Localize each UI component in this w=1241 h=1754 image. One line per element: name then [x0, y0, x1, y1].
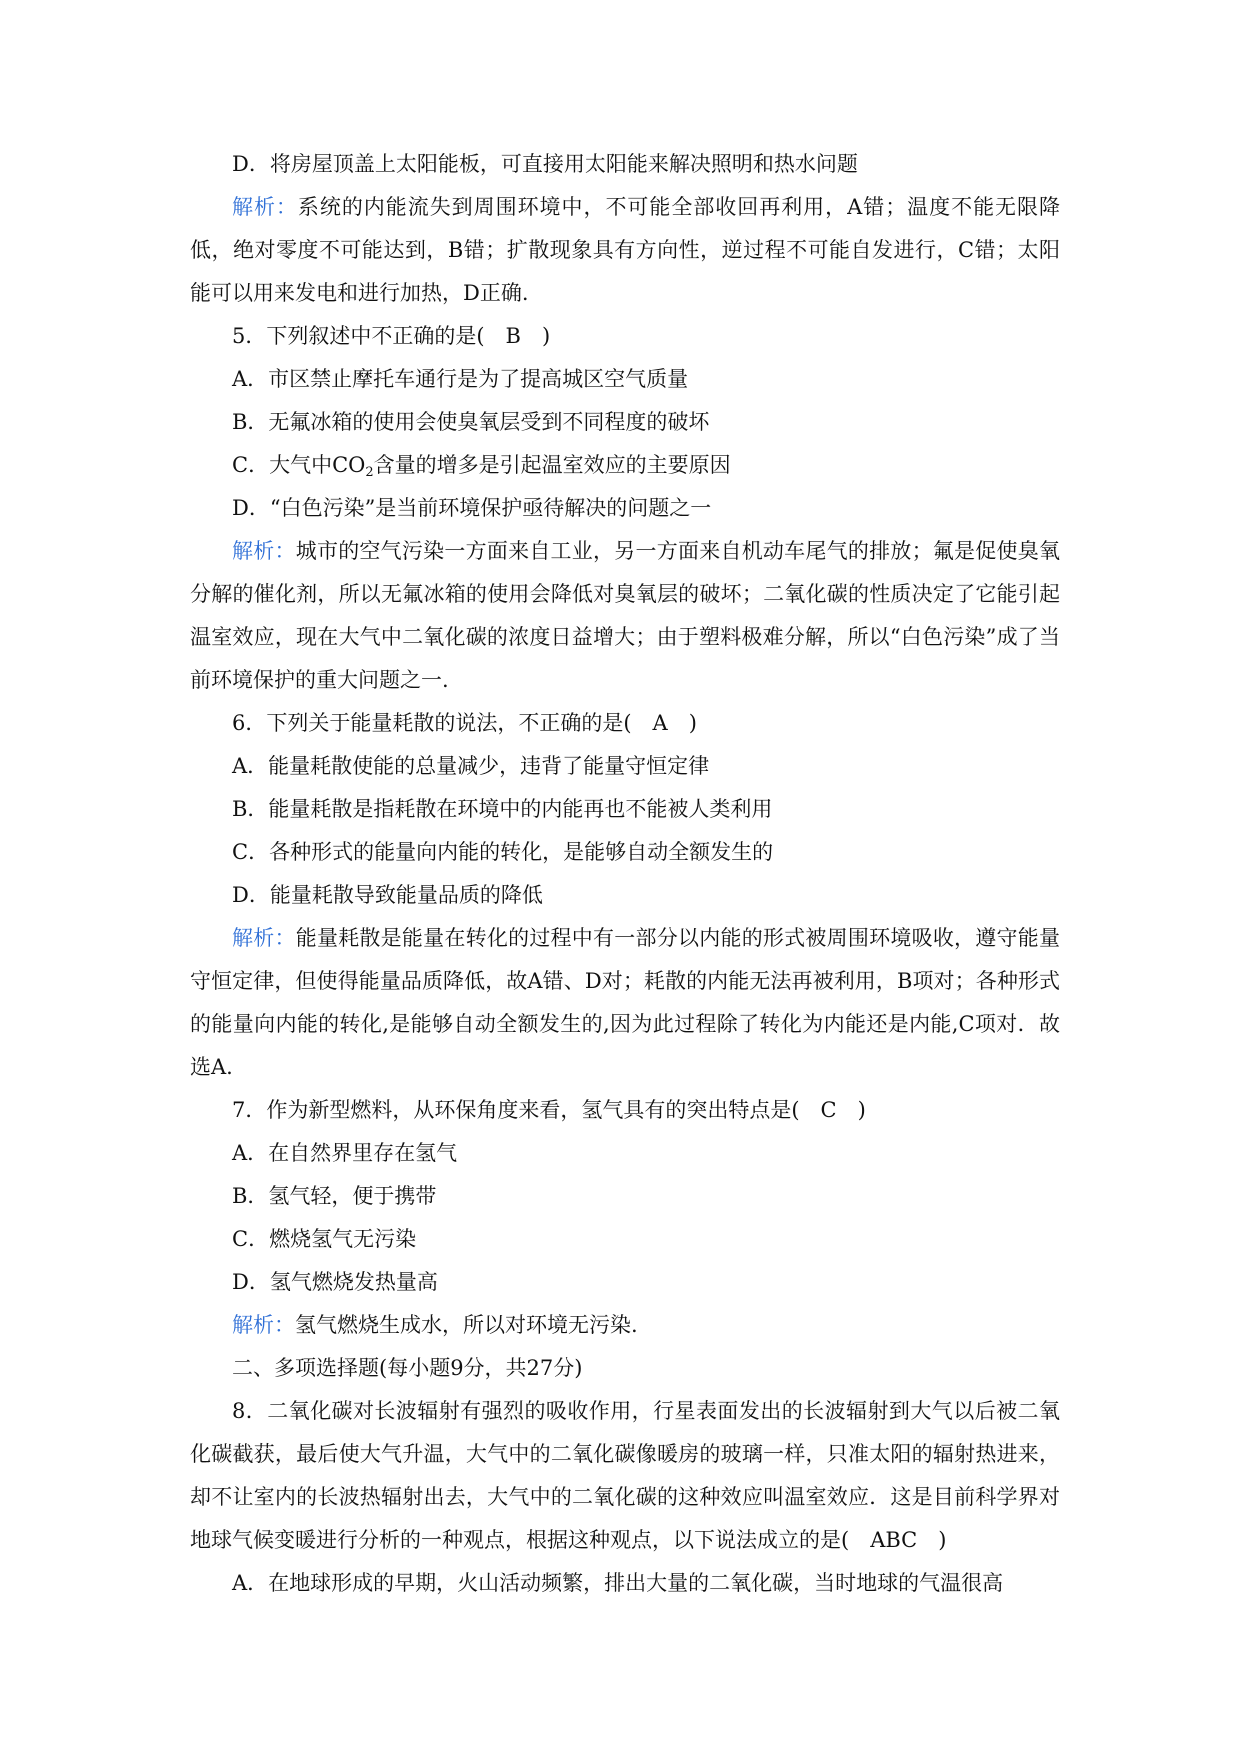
analysis-label: 解析： — [232, 195, 298, 219]
q8-option-a: A．在地球形成的早期，火山活动频繁，排出大量的二氧化碳，当时地球的气温很高 — [232, 1571, 1004, 1595]
analysis-text: 城市的空气污染一方面来自工业，另一方面来自机动车尾气的排放；氟是促使臭氧分解的催化剂，所以无氟冰箱的使用会降低对臭氧层的破坏；二氧化碳的性质决定了它能引起温室效应，现在大气中二氧化碳的浓度日益增大；由于塑料极难分解，所以“白色污染”成了当前环境保护的重大问题之一. — [190, 539, 1061, 692]
q6-option-c: C．各种形式的能量向内能的转化，是能够自动全额发生的 — [232, 840, 774, 864]
q4-option-d: D．将房屋顶盖上太阳能板，可直接用太阳能来解决照明和热水问题 — [232, 152, 858, 176]
q7-option-b: B．氢气轻，便于携带 — [232, 1184, 437, 1208]
q5-option-a: A．市区禁止摩托车通行是为了提高城区空气质量 — [232, 367, 689, 391]
q5-option-d: D．“白色污染”是当前环境保护亟待解决的问题之一 — [232, 496, 712, 520]
q5-option-b: B．无氟冰箱的使用会使臭氧层受到不同程度的破坏 — [232, 410, 710, 434]
q8-stem: 8．二氧化碳对长波辐射有强烈的吸收作用，行星表面发出的长波辐射到大气以后被二氧化碳截获，最后使大气升温，大气中的二氧化碳像暖房的玻璃一样，只准太阳的辐射热进来，却不让室内的长波热辐射出去，大气中的二氧化碳的这种效应叫温室效应．这是目前科学界对地球气候变暖进行分析的一种观点，根据这种观点，以下说法成立的是( ABC ) — [190, 1399, 1060, 1552]
question-content — [190, 143, 1060, 1605]
q6-option-a: A．能量耗散使能的总量减少，违背了能量守恒定律 — [232, 754, 710, 778]
option-c-subscript: 2 — [365, 465, 374, 480]
q7-analysis — [190, 1304, 1060, 1347]
q7-option-d: D．氢气燃烧发热量高 — [232, 1270, 438, 1294]
q5-stem: 5．下列叙述中不正确的是( B ) — [232, 324, 551, 348]
q7-stem: 7．作为新型燃料，从环保角度来看，氢气具有的突出特点是( C ) — [232, 1098, 866, 1122]
section-heading: 二、多项选择题(每小题9分，共27分) — [232, 1356, 583, 1380]
q6-stem: 6．下列关于能量耗散的说法，不正确的是( A ) — [232, 711, 697, 735]
option-c-suffix: 含量的增多是引起温室效应的主要原因 — [373, 453, 731, 477]
q5-option-c — [190, 444, 1060, 487]
q6-option-b: B．能量耗散是指耗散在环境中的内能再也不能被人类利用 — [232, 797, 773, 821]
option-c-prefix: C．大气中CO — [232, 453, 366, 477]
analysis-text: 能量耗散是能量在转化的过程中有一部分以内能的形式被周围环境吸收，遵守能量守恒定律，但使得能量品质降低，故A错、D对；耗散的内能无法再被利用，B项对；各种形式的能量向内能的转化,是能够自动全额发生的,因为此过程除了转化为内能还是内能,C项对．故选A. — [190, 926, 1061, 1079]
analysis-label: 解析： — [232, 926, 296, 950]
analysis-label: 解析： — [232, 1313, 295, 1337]
analysis-text: 氢气燃烧生成水，所以对环境无污染. — [295, 1313, 638, 1337]
q7-option-c: C．燃烧氢气无污染 — [232, 1227, 417, 1251]
analysis-label: 解析： — [232, 539, 296, 563]
q4-analysis — [190, 186, 1060, 315]
q6-analysis — [190, 917, 1060, 1089]
q6-option-d: D．能量耗散导致能量品质的降低 — [232, 883, 543, 907]
q7-option-a: A．在自然界里存在氢气 — [232, 1141, 458, 1165]
analysis-text: 系统的内能流失到周围环境中，不可能全部收回再利用，A错；温度不能无限降低，绝对零度不可能达到，B错；扩散现象具有方向性，逆过程不可能自发进行，C错；太阳能可以用来发电和进行加热，D正确. — [190, 195, 1060, 305]
q5-analysis — [190, 530, 1060, 702]
